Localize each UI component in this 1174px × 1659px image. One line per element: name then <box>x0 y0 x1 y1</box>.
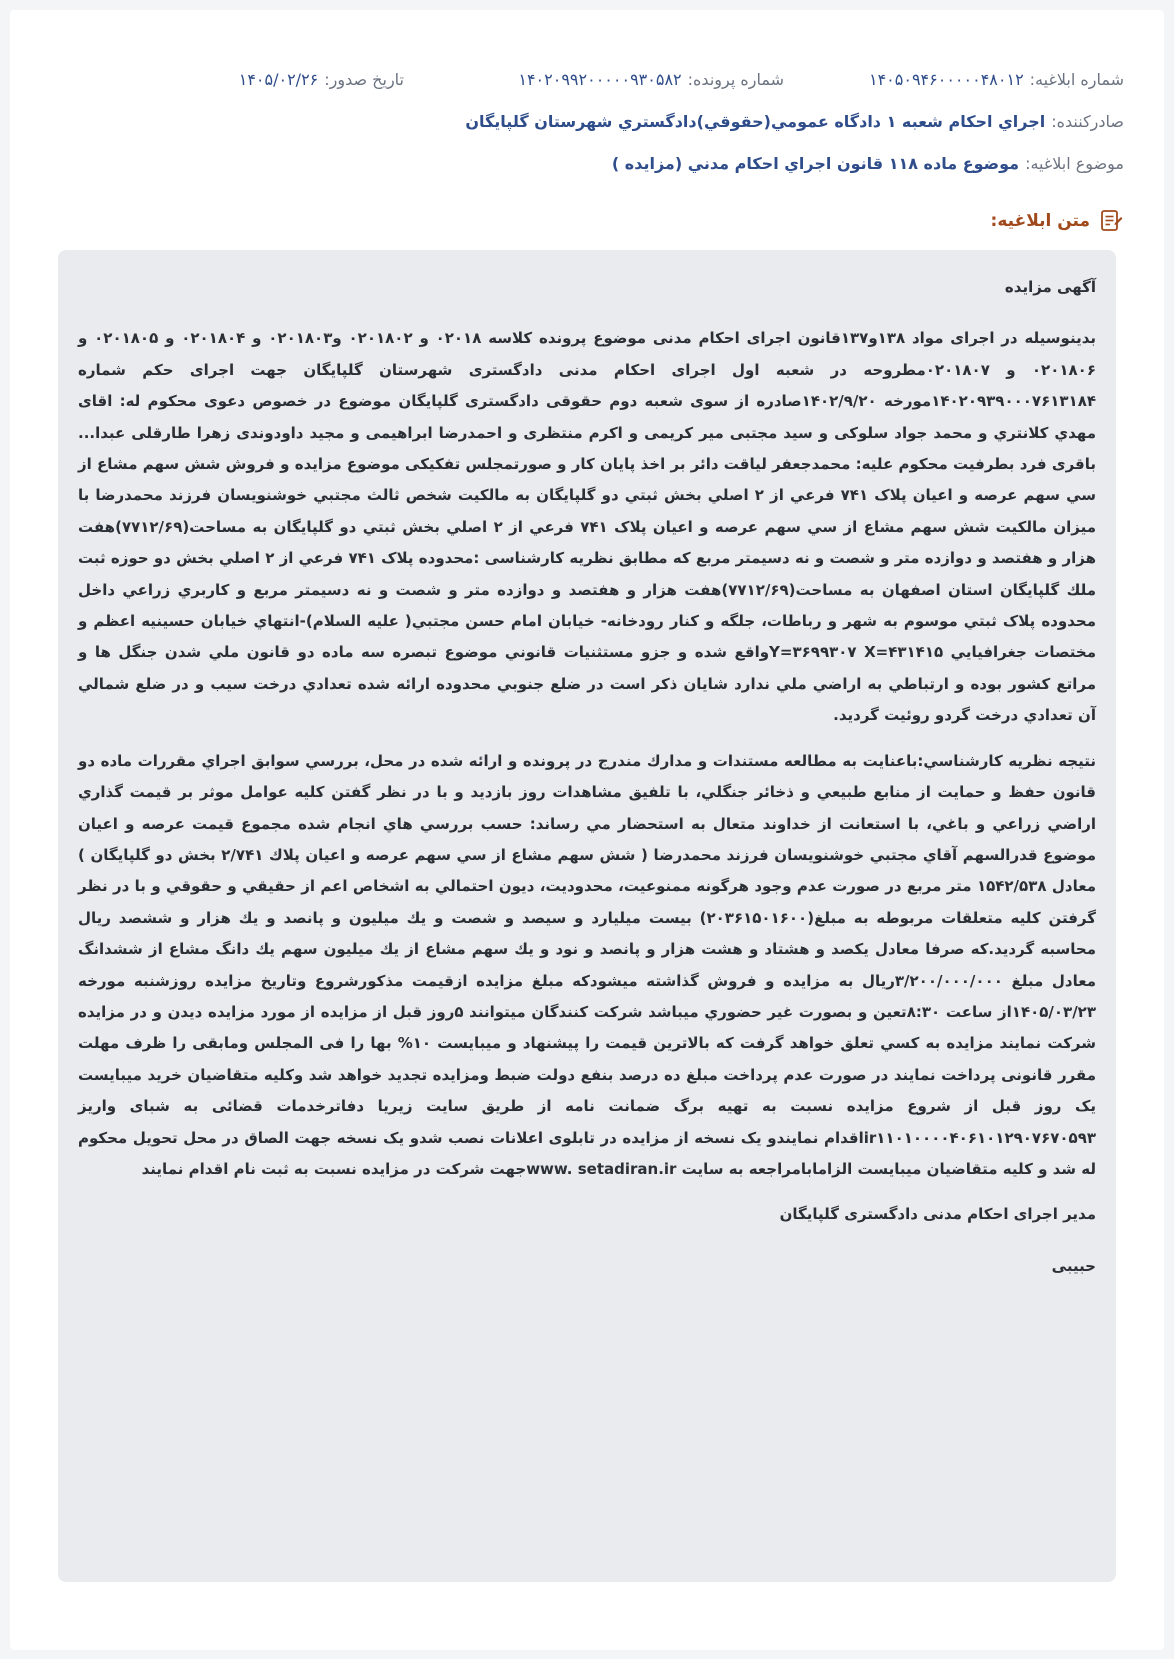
signatory-name: حبیبی <box>1051 1256 1096 1275</box>
file-number-label: شماره پرونده: <box>687 69 784 89</box>
subject-label: موضوع ابلاغیه: <box>1025 153 1124 173</box>
issuer-label: صادرکننده: <box>1051 111 1124 131</box>
notice-number-value: ۱۴۰۵۰۹۴۶۰۰۰۰۰۴۸۰۱۲ <box>868 69 1024 89</box>
section-title <box>991 206 1124 236</box>
notice-body <box>58 250 1116 1582</box>
notice-paragraph-1: بدینوسیله در اجرای مواد ۱۳۸و۱۳۷قانون اجرای احکام مدنی موضوع پرونده کلاسه ۰۲۰۱۸ و ۰۲۰۱۸۰۲ و۰۲۰۱۸۰۳ و ۰۲۰۱۸۰۴ و ۰۲۰۱۸۰۵ و ۰۲۰۱۸۰۶ و ۰۲۰۱۸۰۷مطروحه در شعبه اول اجرای احکام مدنی دادگستری شهرستان گلپایگان جهت اجرای حکم شماره ۱۴۰۲۰۹۳۹۰۰۰۷۶۱۳۱۸۴مورخه ۱۴۰۲/۹/۲۰صادره از سوی شعبه دوم حقوقی دادگستری گلپایگان موضوع در خصوص دعوی محکوم له: اقای مهدي کلانتري و محمد جواد سلوکی و سید مجتبی میر کریمی و اکرم منتظری و احمدرضا ابراهیمی و مجید داودوندی زهرا طارقلی عبدا... باقری فرد بطرفیت محکوم علیه: محمدجعفر لیاقت دائر بر اخذ پایان کار و صورتمجلس تفکیکی موضوع مزایده و فروش شش سهم مشاع از سي سهم عرصه و اعیان پلاک ۷۴۱ فرعي از ۲ اصلي بخش ثبتي دو گلپایگان به مالکیت شخص ثالث مجتبي خوشنویسان فرزند محمدرضا با میزان مالکیت شش سهم مشاع از سي سهم عرصه و اعیان پلاک ۷۴۱ فرعي از ۲ اصلي بخش ثبتي دو گلپايگان به مساحت(۷۷۱۲/۶۹)هفت هزار و هفتصد و دوازده متر و شصت و نه دسیمتر مربع که مطابق نظریه کارشناسی :محدوده پلاک ۷۴۱ فرعي از ۲ اصلي بخش دو حوزه ثبت ملك گلپايگان استان اصفهان به مساحت(۷۷۱۲/۶۹)هفت هزار و هفتصد و دوازده متر و شصت و نه دسیمتر مربع و کاربري زراعي داخل محدوده پلاک ثبتي موسوم به شهر و رباطات، جلگه و كنار رودخانه- خيابان امام حسن مجتبي( عليه السلام)-انتهاي خيابان حسينيه اعظم و مختصات جغرافيايي Y=۳۶۹۹۳۰۷ X=۴۳۱۴۱۵واقع شده و جزو مستثنیات قانوني موضوع تبصره سه ماده دو قانون ملي شدن جنگل ها و مراتع كشور بوده و ارتباطي به اراضي ملي ندارد شايان ذكر است در ضلع جنوبي محدوده ارائه شده تعدادي درخت سيب و در ضلع شمالي آن تعدادي درخت گردو روئيت گرديد. <box>78 329 1097 725</box>
meta-row-issuer <box>50 106 1124 136</box>
notice-heading: آگهی مزایده <box>1004 278 1096 296</box>
file-number <box>404 70 784 89</box>
notice-card <box>10 10 1164 1650</box>
signatory-title: مدیر اجرای احکام مدنی دادگستری گلپایگان <box>779 1205 1096 1224</box>
section-title-text: متن ابلاغیه: <box>990 211 1090 231</box>
issue-date-label: تاریخ صدور: <box>324 69 404 89</box>
meta-row-numbers <box>50 64 1124 94</box>
file-number-value: ۱۴۰۲۰۹۹۲۰۰۰۰۰۹۳۰۵۸۲ <box>518 69 682 89</box>
notice-number-label: شماره ابلاغیه: <box>1029 69 1124 89</box>
notice-number <box>784 70 1124 89</box>
subject-value: موضوع ماده ۱۱۸ قانون اجراي احکام مدني (مزايده ) <box>611 153 1020 173</box>
issue-date <box>239 70 404 89</box>
issuer-value: اجراي احكام شعبه ۱ دادگاه عمومي(حقوقي)دادگستري شهرستان گلپايگان <box>465 111 1046 131</box>
document-icon <box>1098 208 1124 234</box>
notice-paragraph-2: نتیجه نظریه کارشناسي:باعنايت به مطالعه مستندات و مدارك مندرج در پرونده و ارائه شده در محل، بررسي سوابق اجراي مقررات ماده دو قانون حفظ و حمايت از منابع طبيعي و ذخائر جنگلي، با تلفيق مشاهدات روز بازديد و با در نظر گفتن كليه عوامل موثر بر قيمت گذاري اراضي زراعي و باغي، با استعانت از خداوند متعال به استحضار مي رساند: حسب بررسي هاي انجام شده مجموع قيمت عرصه و اعيان موضوع قدرالسهم آقاي مجتبي خوشنويسان فرزند محمدرضا ( شش سهم مشاع از سي سهم عرصه و اعيان پلاك ۲/۷۴۱ بخش دو گلپايگان ) معادل ۱۵۴۲/۵۳۸ متر مربع در صورت عدم وجود هرگونه ممنوعيت، محدوديت، ديون احتمالي به اشخاص اعم از حقيقي و حقوقي و با در نظر گرفتن كليه متعلقات مربوطه به مبلغ(۲۰۳۶۱۵۰۱۶۰۰) بيست ميليارد و سيصد و شصت و يك ميليون و پانصد و يك هزار و ششصد ريال محاسبه گرديد.كه صرفا معادل يكصد و هشتاد و هشت هزار و پانصد و نود و يك سهم مشاع از يك ميليون سهم يك دانگ مشاع از ششدانگ معادل مبلغ ۳/۲۰۰/۰۰۰/۰۰۰ریال به مزایده و فروش گذاشته میشودکه مبلغ مزايده ازقيمت مذكورشروع وتاريخ مزايده روزشنبه مورخه ۱۴۰۵/۰۳/۲۳از ساعت ۸:۳۰تعين و بصورت غير حضوري ميباشد شركت كنندگان ميتوانند ۵روز قبل از مزايده از مورد مزايده ديدن و در مزايده شركت نمايند مزايده به كسي تعلق خواهد گرفت كه بالاترين قيمت را پيشنهاد و ميبايست ۱۰% بها را فی المجلس ومابقی را ظرف مهلت مقرر قانونی پرداخت نمایند در صورت عدم پرداخت مبلغ ده درصد بنفع دولت ضبط ومزایده تجدید خواهد شد وكليه متقاضيان خريد ميبايست يک روز قبل از شروع مزايده نسبت به تهيه برگ ضمانت نامه از طريق سايت زيريا دفاترخدمات قضائی به شبای واریز ir۱۱۰۱۰۰۰۰۴۰۶۱۰۱۲۹۰۷۶۷۰۵۹۳اقدام نمایندو یک نسخه از مزایده در تابلوی اعلانات نصب شدو یک نسخه جهت الصاق در محل تحویل محکوم له شد و کلیه متقاضیان میبایست الزامابامراجعه به سایت www. setadiran.irجهت شرکت در مزایده نسبت به ثبت نام اقدام نمایند <box>78 751 1097 1178</box>
meta-row-subject <box>50 148 1124 178</box>
issue-date-value: ۱۴۰۵/۰۲/۲۶ <box>238 69 319 89</box>
